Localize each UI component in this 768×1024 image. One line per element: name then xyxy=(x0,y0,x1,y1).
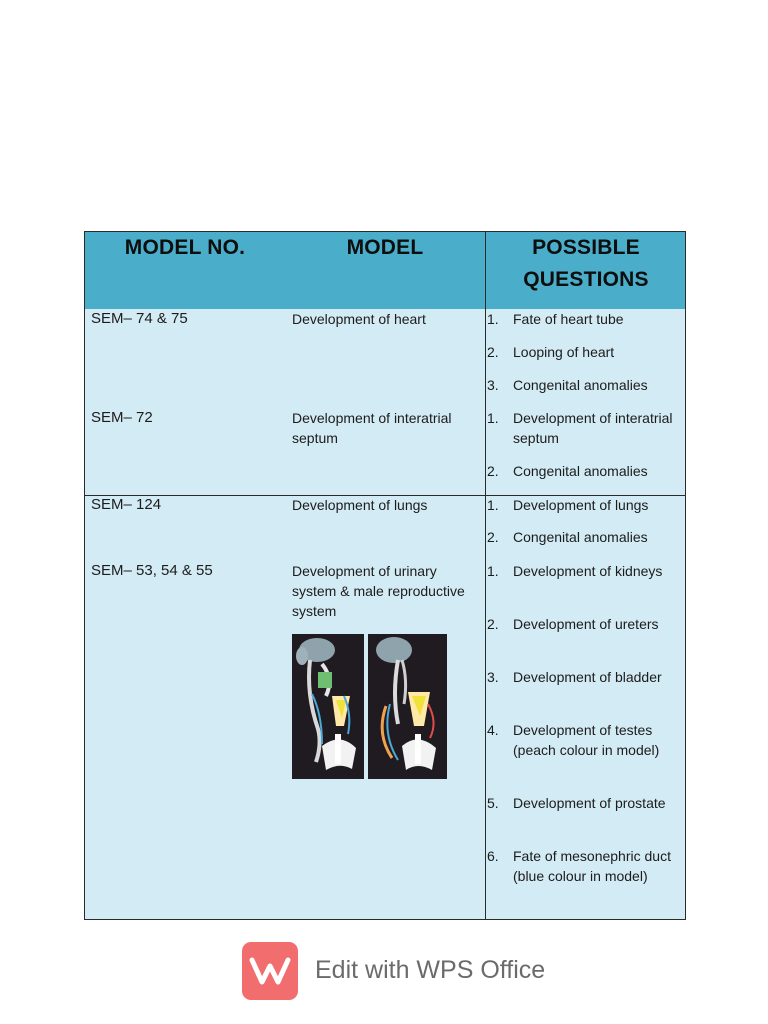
model-no-cell: SEM– 124 xyxy=(91,496,162,513)
question-item: 2. Looping of heart xyxy=(487,344,615,360)
model-cell: Development of interatrial septum xyxy=(292,410,452,446)
header-model: MODEL xyxy=(346,236,424,259)
model-photo-left xyxy=(292,634,364,779)
header-possible-questions: POSSIBLE QUESTIONS xyxy=(523,236,649,291)
question-item: 2. Congenital anomalies xyxy=(487,463,648,479)
question-item: 2. Development of ureters xyxy=(487,616,659,632)
wps-watermark xyxy=(242,942,546,1002)
question-item: 1. Development of kidneys xyxy=(487,563,663,579)
question-item: 1. Fate of heart tube xyxy=(487,311,624,327)
header-model-no: MODEL NO. xyxy=(124,236,246,259)
model-no-cell: SEM– 74 & 75 xyxy=(91,310,188,327)
wps-edit-label: Edit with WPS Office xyxy=(315,956,546,984)
model-cell: Development of lungs xyxy=(292,497,428,513)
table-header xyxy=(85,232,685,309)
question-item: 5. Development of prostate xyxy=(487,795,666,811)
wps-logo-icon xyxy=(242,942,298,1000)
model-cell: Development of urinary system & male reproductive system xyxy=(292,563,465,619)
question-item: 2. Congenital anomalies xyxy=(487,529,648,545)
question-item: 1. Development of interatrial septum xyxy=(487,410,673,446)
model-cell: Development of heart xyxy=(292,311,426,327)
question-item: 6. Fate of mesonephric duct (blue colour in model) xyxy=(487,848,671,884)
column-divider xyxy=(485,232,486,919)
model-no-cell: SEM– 53, 54 & 55 xyxy=(91,562,213,579)
question-item: 3. Congenital anomalies xyxy=(487,377,648,393)
questions-table xyxy=(84,231,686,920)
model-photo-right xyxy=(368,634,447,779)
question-item: 4. Development of testes (peach colour in model) xyxy=(487,722,660,758)
question-item: 3. Development of bladder xyxy=(487,669,662,685)
model-no-cell: SEM– 72 xyxy=(91,409,153,426)
question-item: 1. Development of lungs xyxy=(487,497,649,513)
